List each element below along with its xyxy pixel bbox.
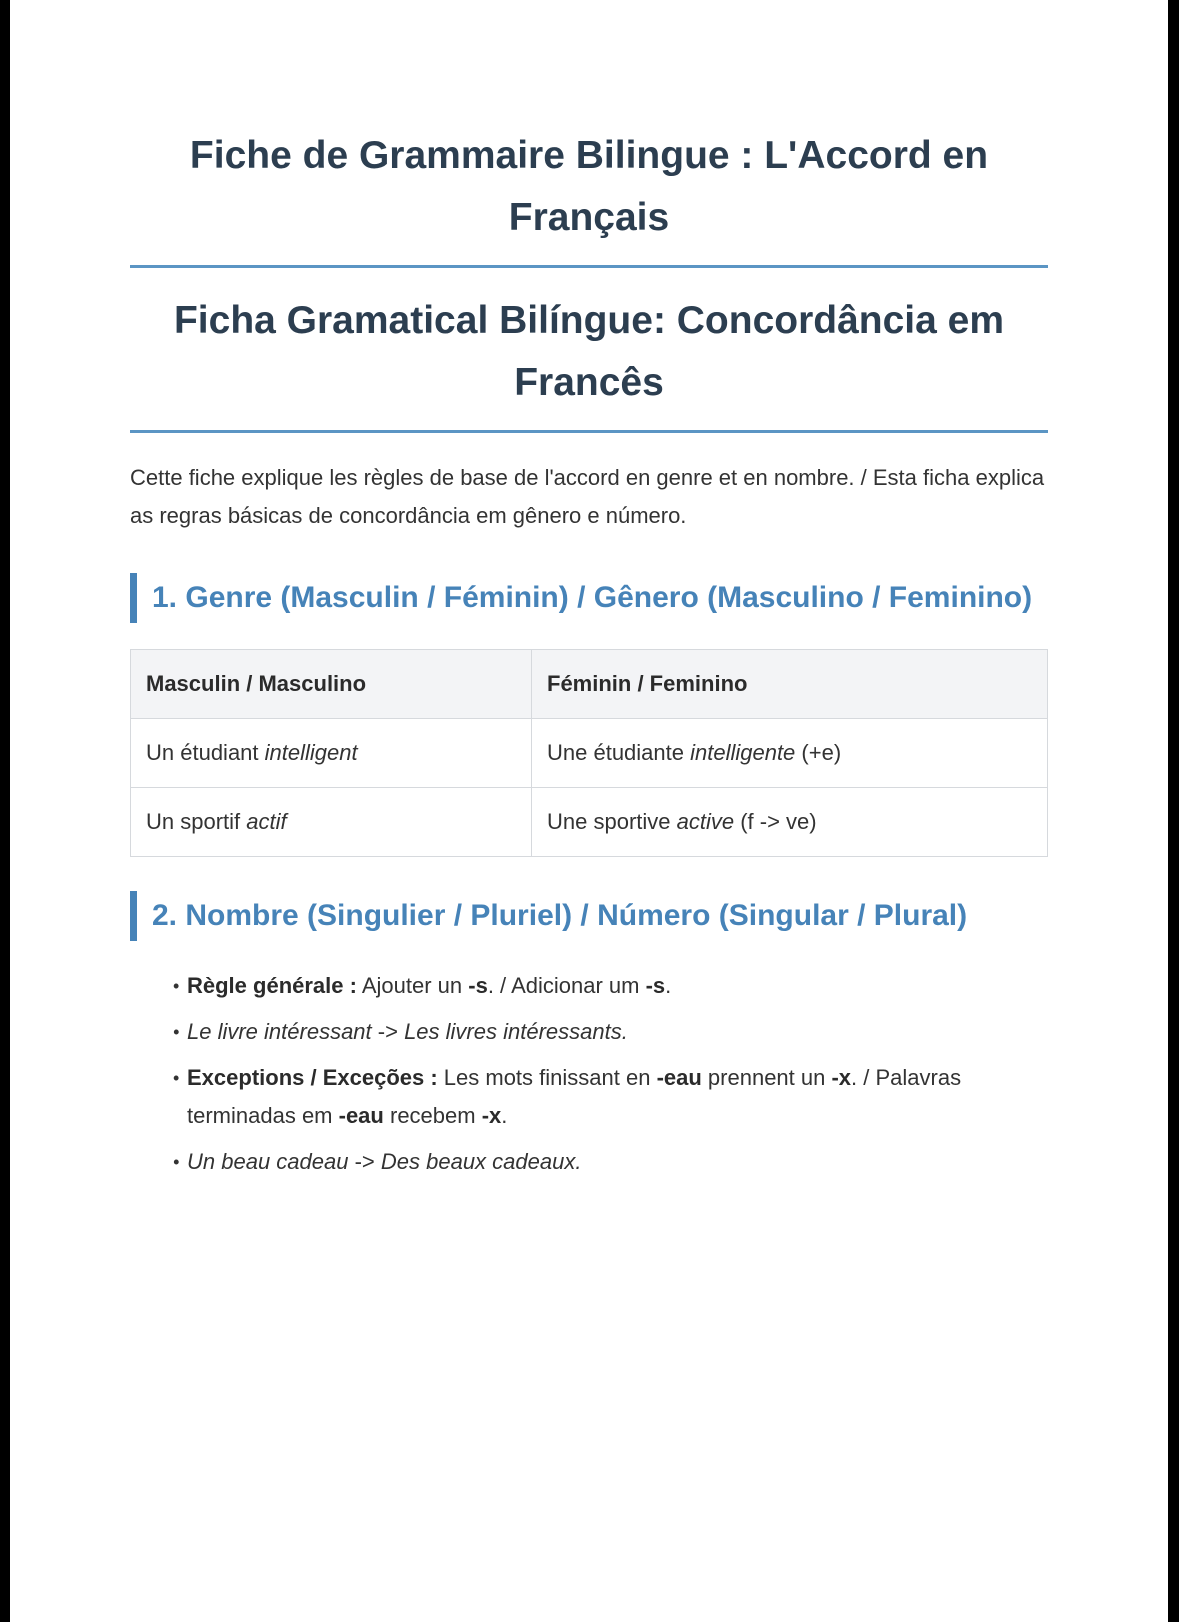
rule-text: .: [665, 973, 672, 998]
noun-text: Un sportif: [146, 809, 247, 834]
list-item-general-rule: [175, 967, 1048, 1005]
rule-text: Ajouter un: [356, 973, 469, 998]
table-cell-feminine: [532, 719, 1048, 788]
list-item-exceptions: [175, 1059, 1048, 1135]
document-page: [10, 0, 1168, 1622]
rule-label: Règle générale :: [187, 973, 357, 998]
list-item-example: [175, 1013, 1048, 1051]
example-arrow: ->: [371, 1019, 405, 1044]
gender-table: [130, 649, 1048, 857]
rule-text: Les mots finissant en: [437, 1065, 657, 1090]
title-french: Fiche de Grammaire Bilingue : L'Accord en Français: [189, 134, 989, 239]
table-cell-masculine: [131, 788, 532, 857]
list-item-example: [175, 1143, 1048, 1181]
title-portuguese: Ficha Gramatical Bilíngue: Concordância em Francês: [173, 299, 1005, 404]
document-content: [130, 0, 1048, 1189]
section-heading-gender: 1. Genre (Masculin / Féminin) / Gênero (Masculino / Feminino): [130, 573, 1048, 623]
adjective-text: active: [676, 809, 735, 834]
table-row: [131, 788, 1048, 857]
table-header-row: [131, 650, 1048, 719]
adjective-text: intelligente: [690, 740, 796, 765]
table-cell-feminine: [532, 788, 1048, 857]
intro-paragraph: Cette fiche explique les règles de base de l'accord en genre et en nombre. / Esta ficha explica as regras básicas de concordância em gênero e número.: [130, 465, 1045, 528]
suffix-text: -x: [481, 1103, 502, 1128]
section-heading-number: 2. Nombre (Singulier / Pluriel) / Número (Singular / Plural): [130, 891, 1048, 941]
rule-note: (f -> ve): [734, 809, 817, 834]
rule-text: . / Palavras terminadas em: [187, 1065, 962, 1128]
rule-label: Exceptions / Exceções :: [187, 1065, 438, 1090]
example-singular: Le livre intéressant: [187, 1019, 372, 1044]
suffix-text: -x: [831, 1065, 852, 1090]
rule-note: (+e): [795, 740, 842, 765]
noun-text: Une sportive: [547, 809, 677, 834]
adjective-text: actif: [246, 809, 287, 834]
table-cell-masculine: [131, 719, 532, 788]
column-header-feminine: Féminin / Feminino: [532, 650, 1048, 719]
example-plural: Des beaux cadeaux.: [380, 1149, 582, 1174]
example-arrow: ->: [348, 1149, 381, 1174]
rule-text: prennent un: [701, 1065, 832, 1090]
suffix-text: -s: [468, 973, 488, 998]
noun-text: Une étudiante: [547, 740, 691, 765]
title-divider-2: [130, 430, 1048, 433]
rule-text: .: [501, 1103, 508, 1128]
example-singular: Un beau cadeau: [187, 1149, 349, 1174]
column-header-masculine: Masculin / Masculino: [131, 650, 532, 719]
suffix-text: -s: [645, 973, 666, 998]
number-rules-list: [130, 967, 1048, 1181]
example-plural: Les livres intéressants.: [404, 1019, 628, 1044]
rule-text: . / Adicionar um: [487, 973, 646, 998]
table-row: [131, 719, 1048, 788]
noun-text: Un étudiant: [146, 740, 265, 765]
rule-text: recebem: [383, 1103, 482, 1128]
adjective-text: intelligent: [264, 740, 358, 765]
suffix-text: -eau: [338, 1103, 384, 1128]
suffix-text: -eau: [656, 1065, 702, 1090]
